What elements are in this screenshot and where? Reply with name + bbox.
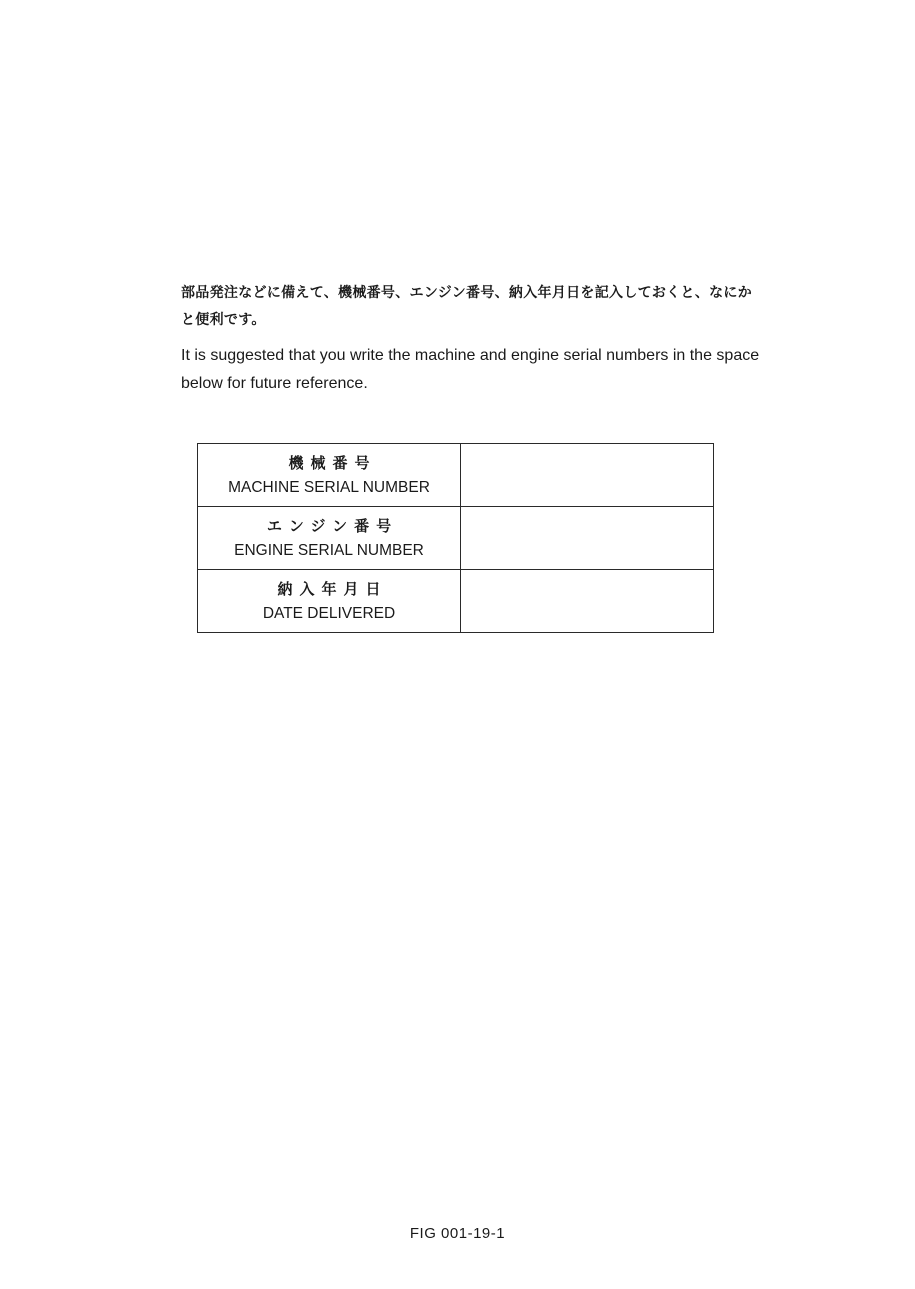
machine-serial-value-field[interactable] xyxy=(461,444,714,507)
machine-serial-label-jp: 機械番号 xyxy=(288,454,377,472)
date-delivered-value-field[interactable] xyxy=(461,570,714,633)
table-row-engine-serial xyxy=(198,507,714,570)
figure-label: FIG 001-19-1 xyxy=(409,1225,506,1242)
table-row-date-delivered xyxy=(198,570,714,633)
date-delivered-label-en: DATE DELIVERED xyxy=(262,605,396,622)
intro-japanese-text: 部品発注などに備えて、機械番号、エンジン番号、納入年月日を記入しておくと、なにかと便利です。 xyxy=(181,285,753,328)
serial-number-record-table xyxy=(197,443,714,633)
engine-serial-value-field[interactable] xyxy=(461,507,714,570)
intro-english-text: It is suggested that you write the machine and engine serial numbers in the space below for future reference. xyxy=(181,347,760,392)
machine-serial-label-cell xyxy=(198,444,461,507)
engine-serial-label-jp: エンジン番号 xyxy=(266,517,399,535)
machine-serial-label-en: MACHINE SERIAL NUMBER xyxy=(228,479,430,496)
date-delivered-label-cell xyxy=(198,570,461,633)
engine-serial-label-cell xyxy=(198,507,461,570)
date-delivered-label-jp: 納入年月日 xyxy=(277,580,388,598)
intro-text-block xyxy=(181,280,761,398)
table-row-machine-serial xyxy=(198,444,714,507)
engine-serial-label-en: ENGINE SERIAL NUMBER xyxy=(234,542,424,559)
